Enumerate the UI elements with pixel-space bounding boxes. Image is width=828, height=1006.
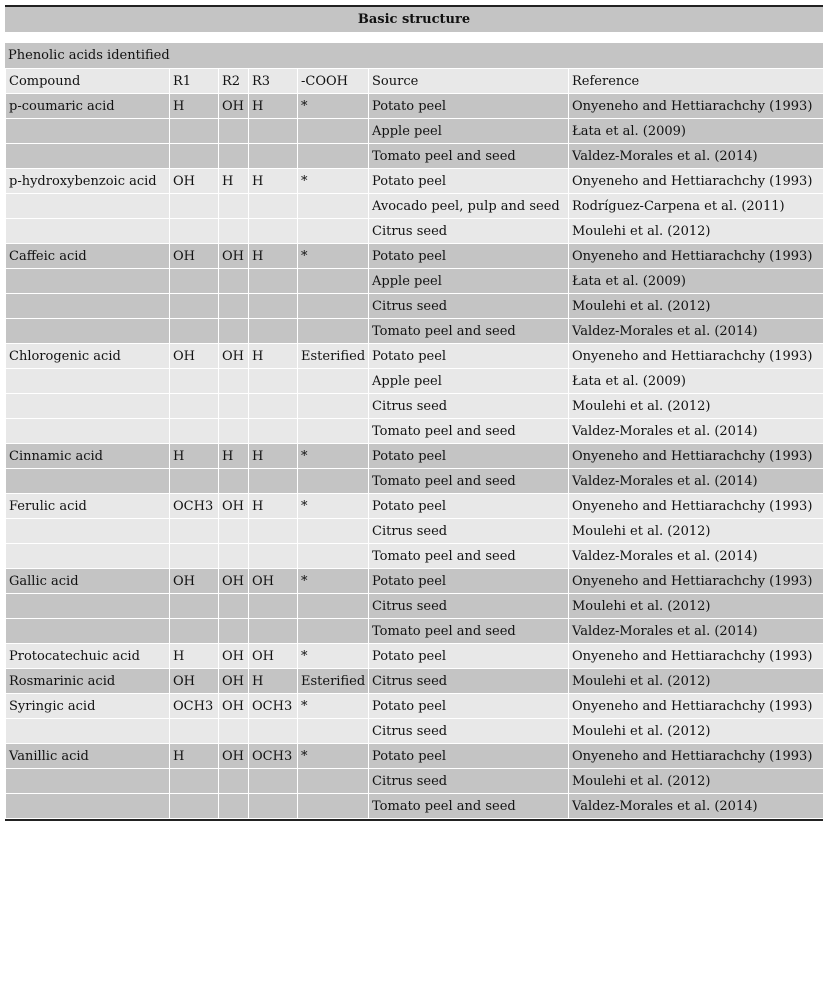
r2-cell — [219, 519, 249, 544]
table-row — [6, 344, 824, 369]
r1-cell — [170, 144, 219, 169]
r1-cell — [170, 219, 219, 244]
source-cell: Citrus seed — [369, 769, 569, 794]
r1-cell — [170, 119, 219, 144]
r3-cell: H — [249, 94, 298, 119]
table-row — [6, 319, 824, 344]
r1-cell: H — [170, 444, 219, 469]
table-row — [6, 419, 824, 444]
reference-cell: Valdez-Morales et al. (2014) — [569, 794, 824, 819]
source-cell: Tomato peel and seed — [369, 419, 569, 444]
table-row — [6, 244, 824, 269]
r3-cell — [249, 394, 298, 419]
r1-cell — [170, 794, 219, 819]
cooh-cell: Esterified — [298, 669, 369, 694]
r1-cell — [170, 394, 219, 419]
r3-cell — [249, 419, 298, 444]
r1-cell: OH — [170, 169, 219, 194]
cooh-cell — [298, 319, 369, 344]
r3-cell: H — [249, 169, 298, 194]
cooh-cell — [298, 194, 369, 219]
table-row — [6, 644, 824, 669]
compound-cell: Chlorogenic acid — [6, 344, 170, 369]
source-cell: Citrus seed — [369, 219, 569, 244]
r1-cell — [170, 419, 219, 444]
column-header-compound: Compound — [6, 69, 170, 94]
cooh-cell — [298, 269, 369, 294]
r2-cell — [219, 394, 249, 419]
source-cell: Potato peel — [369, 344, 569, 369]
reference-cell: Moulehi et al. (2012) — [569, 669, 824, 694]
reference-cell: Onyeneho and Hettiarachchy (1993) — [569, 744, 824, 769]
compound-cell — [6, 769, 170, 794]
r2-cell — [219, 469, 249, 494]
table-row — [6, 444, 824, 469]
r3-cell — [249, 519, 298, 544]
source-cell: Citrus seed — [369, 519, 569, 544]
cooh-cell — [298, 419, 369, 444]
r1-cell: H — [170, 744, 219, 769]
r2-cell: H — [219, 444, 249, 469]
r2-cell: OH — [219, 94, 249, 119]
compound-cell — [6, 519, 170, 544]
reference-cell: Moulehi et al. (2012) — [569, 219, 824, 244]
r1-cell: H — [170, 644, 219, 669]
compound-cell: Rosmarinic acid — [6, 669, 170, 694]
source-cell: Tomato peel and seed — [369, 144, 569, 169]
compound-cell: Syringic acid — [6, 694, 170, 719]
r2-cell — [219, 369, 249, 394]
r1-cell — [170, 269, 219, 294]
r3-cell: H — [249, 494, 298, 519]
header-row — [6, 69, 824, 94]
table-row — [6, 594, 824, 619]
cooh-cell: * — [298, 244, 369, 269]
compound-cell — [6, 144, 170, 169]
column-header-reference: Reference — [569, 69, 824, 94]
reference-cell: Moulehi et al. (2012) — [569, 594, 824, 619]
table-row — [6, 144, 824, 169]
compound-cell — [6, 469, 170, 494]
compound-cell — [6, 394, 170, 419]
compound-cell — [6, 119, 170, 144]
reference-cell: Valdez-Morales et al. (2014) — [569, 619, 824, 644]
compound-cell — [6, 594, 170, 619]
cooh-cell: * — [298, 569, 369, 594]
cooh-cell — [298, 394, 369, 419]
r1-cell — [170, 619, 219, 644]
source-cell: Potato peel — [369, 244, 569, 269]
reference-cell: Łata et al. (2009) — [569, 269, 824, 294]
table-row — [6, 719, 824, 744]
section-label: Phenolic acids identified — [5, 42, 823, 68]
bottom-rule — [5, 819, 823, 821]
table-row — [6, 544, 824, 569]
reference-cell: Łata et al. (2009) — [569, 369, 824, 394]
table-row — [6, 94, 824, 119]
r1-cell — [170, 369, 219, 394]
compound-cell — [6, 294, 170, 319]
r3-cell — [249, 269, 298, 294]
compound-cell — [6, 269, 170, 294]
source-cell: Citrus seed — [369, 294, 569, 319]
reference-cell: Onyeneho and Hettiarachchy (1993) — [569, 94, 824, 119]
r2-cell — [219, 794, 249, 819]
r3-cell: H — [249, 444, 298, 469]
reference-cell: Onyeneho and Hettiarachchy (1993) — [569, 569, 824, 594]
cooh-cell: * — [298, 744, 369, 769]
compound-cell: p-hydroxybenzoic acid — [6, 169, 170, 194]
source-cell: Potato peel — [369, 694, 569, 719]
cooh-cell — [298, 294, 369, 319]
r1-cell: OH — [170, 344, 219, 369]
compound-cell — [6, 794, 170, 819]
table-row — [6, 619, 824, 644]
reference-cell: Valdez-Morales et al. (2014) — [569, 419, 824, 444]
source-cell: Citrus seed — [369, 594, 569, 619]
source-cell: Potato peel — [369, 744, 569, 769]
r3-cell — [249, 719, 298, 744]
r2-cell — [219, 319, 249, 344]
r2-cell: OH — [219, 644, 249, 669]
r1-cell — [170, 194, 219, 219]
spacer — [5, 32, 823, 42]
r2-cell — [219, 269, 249, 294]
r3-cell — [249, 369, 298, 394]
reference-cell: Onyeneho and Hettiarachchy (1993) — [569, 644, 824, 669]
r1-cell — [170, 769, 219, 794]
cooh-cell — [298, 469, 369, 494]
cooh-cell — [298, 119, 369, 144]
source-cell: Citrus seed — [369, 669, 569, 694]
table-row — [6, 744, 824, 769]
r3-cell — [249, 469, 298, 494]
compound-cell: Gallic acid — [6, 569, 170, 594]
r3-cell — [249, 319, 298, 344]
source-cell: Tomato peel and seed — [369, 544, 569, 569]
r1-cell: OH — [170, 244, 219, 269]
cooh-cell: Esterified — [298, 344, 369, 369]
table-row — [6, 294, 824, 319]
column-header-r2: R2 — [219, 69, 249, 94]
r3-cell — [249, 594, 298, 619]
table-row — [6, 369, 824, 394]
r2-cell — [219, 719, 249, 744]
r3-cell — [249, 294, 298, 319]
reference-cell: Valdez-Morales et al. (2014) — [569, 144, 824, 169]
reference-cell: Valdez-Morales et al. (2014) — [569, 319, 824, 344]
source-cell: Avocado peel, pulp and seed — [369, 194, 569, 219]
r1-cell: OCH3 — [170, 694, 219, 719]
reference-cell: Rodríguez-Carpena et al. (2011) — [569, 194, 824, 219]
r3-cell — [249, 769, 298, 794]
source-cell: Citrus seed — [369, 394, 569, 419]
cooh-cell: * — [298, 444, 369, 469]
compound-cell: Protocatechuic acid — [6, 644, 170, 669]
cooh-cell — [298, 144, 369, 169]
compound-cell — [6, 319, 170, 344]
table-row — [6, 569, 824, 594]
source-cell: Citrus seed — [369, 719, 569, 744]
table-row — [6, 169, 824, 194]
phenolic-acids-table — [5, 68, 824, 819]
compound-cell: Cinnamic acid — [6, 444, 170, 469]
table-row — [6, 694, 824, 719]
r2-cell — [219, 144, 249, 169]
r3-cell — [249, 144, 298, 169]
source-cell: Apple peel — [369, 269, 569, 294]
r3-cell — [249, 544, 298, 569]
r2-cell — [219, 194, 249, 219]
r1-cell: OH — [170, 569, 219, 594]
r3-cell: OH — [249, 644, 298, 669]
column-header-r1: R1 — [170, 69, 219, 94]
r1-cell: OCH3 — [170, 494, 219, 519]
reference-cell: Valdez-Morales et al. (2014) — [569, 469, 824, 494]
r3-cell — [249, 219, 298, 244]
source-cell: Potato peel — [369, 494, 569, 519]
compound-cell — [6, 619, 170, 644]
table-title: Basic structure — [5, 7, 823, 32]
r1-cell — [170, 294, 219, 319]
compound-cell: p-coumaric acid — [6, 94, 170, 119]
compound-cell — [6, 719, 170, 744]
cooh-cell — [298, 544, 369, 569]
r2-cell: OH — [219, 344, 249, 369]
cooh-cell — [298, 369, 369, 394]
r3-cell — [249, 794, 298, 819]
r2-cell: OH — [219, 244, 249, 269]
table-row — [6, 219, 824, 244]
r2-cell — [219, 769, 249, 794]
source-cell: Apple peel — [369, 369, 569, 394]
source-cell: Apple peel — [369, 119, 569, 144]
compound-cell: Caffeic acid — [6, 244, 170, 269]
r2-cell — [219, 294, 249, 319]
cooh-cell — [298, 619, 369, 644]
cooh-cell: * — [298, 644, 369, 669]
cooh-cell: * — [298, 694, 369, 719]
r3-cell — [249, 619, 298, 644]
source-cell: Potato peel — [369, 169, 569, 194]
table-row — [6, 769, 824, 794]
cooh-cell: * — [298, 169, 369, 194]
table-row — [6, 394, 824, 419]
compound-cell: Ferulic acid — [6, 494, 170, 519]
r2-cell — [219, 219, 249, 244]
column-header-r3: R3 — [249, 69, 298, 94]
reference-cell: Moulehi et al. (2012) — [569, 294, 824, 319]
r1-cell — [170, 519, 219, 544]
r2-cell — [219, 544, 249, 569]
r2-cell: OH — [219, 494, 249, 519]
r3-cell — [249, 194, 298, 219]
table-row — [6, 194, 824, 219]
cooh-cell — [298, 594, 369, 619]
table-row — [6, 794, 824, 819]
reference-cell: Onyeneho and Hettiarachchy (1993) — [569, 444, 824, 469]
column-header-source: Source — [369, 69, 569, 94]
source-cell: Tomato peel and seed — [369, 619, 569, 644]
column-header-cooh: -COOH — [298, 69, 369, 94]
reference-cell: Onyeneho and Hettiarachchy (1993) — [569, 694, 824, 719]
compound-cell — [6, 419, 170, 444]
r2-cell — [219, 419, 249, 444]
source-cell: Potato peel — [369, 569, 569, 594]
compound-cell — [6, 219, 170, 244]
r1-cell — [170, 719, 219, 744]
r2-cell — [219, 619, 249, 644]
source-cell: Potato peel — [369, 444, 569, 469]
table-body — [6, 69, 824, 819]
r2-cell: OH — [219, 694, 249, 719]
cooh-cell: * — [298, 494, 369, 519]
source-cell: Tomato peel and seed — [369, 319, 569, 344]
phenolic-acids-table-container — [5, 5, 823, 821]
r3-cell: OCH3 — [249, 744, 298, 769]
r3-cell: H — [249, 344, 298, 369]
table-row — [6, 269, 824, 294]
r3-cell: H — [249, 669, 298, 694]
compound-cell — [6, 369, 170, 394]
cooh-cell: * — [298, 94, 369, 119]
r2-cell: OH — [219, 669, 249, 694]
compound-cell: Vanillic acid — [6, 744, 170, 769]
r1-cell — [170, 469, 219, 494]
source-cell: Tomato peel and seed — [369, 469, 569, 494]
reference-cell: Łata et al. (2009) — [569, 119, 824, 144]
r3-cell: OH — [249, 569, 298, 594]
reference-cell: Moulehi et al. (2012) — [569, 719, 824, 744]
r2-cell — [219, 119, 249, 144]
r2-cell: H — [219, 169, 249, 194]
cooh-cell — [298, 769, 369, 794]
reference-cell: Onyeneho and Hettiarachchy (1993) — [569, 494, 824, 519]
r3-cell: OCH3 — [249, 694, 298, 719]
table-row — [6, 669, 824, 694]
table-row — [6, 519, 824, 544]
source-cell: Potato peel — [369, 94, 569, 119]
reference-cell: Onyeneho and Hettiarachchy (1993) — [569, 169, 824, 194]
r3-cell: H — [249, 244, 298, 269]
r1-cell — [170, 544, 219, 569]
r3-cell — [249, 119, 298, 144]
reference-cell: Valdez-Morales et al. (2014) — [569, 544, 824, 569]
reference-cell: Onyeneho and Hettiarachchy (1993) — [569, 344, 824, 369]
reference-cell: Moulehi et al. (2012) — [569, 769, 824, 794]
r1-cell: OH — [170, 669, 219, 694]
r1-cell: H — [170, 94, 219, 119]
compound-cell — [6, 194, 170, 219]
r2-cell: OH — [219, 569, 249, 594]
r2-cell: OH — [219, 744, 249, 769]
r1-cell — [170, 319, 219, 344]
source-cell: Potato peel — [369, 644, 569, 669]
table-row — [6, 469, 824, 494]
cooh-cell — [298, 219, 369, 244]
cooh-cell — [298, 519, 369, 544]
table-row — [6, 494, 824, 519]
compound-cell — [6, 544, 170, 569]
cooh-cell — [298, 719, 369, 744]
r1-cell — [170, 594, 219, 619]
reference-cell: Moulehi et al. (2012) — [569, 394, 824, 419]
table-row — [6, 119, 824, 144]
r2-cell — [219, 594, 249, 619]
cooh-cell — [298, 794, 369, 819]
reference-cell: Moulehi et al. (2012) — [569, 519, 824, 544]
reference-cell: Onyeneho and Hettiarachchy (1993) — [569, 244, 824, 269]
source-cell: Tomato peel and seed — [369, 794, 569, 819]
